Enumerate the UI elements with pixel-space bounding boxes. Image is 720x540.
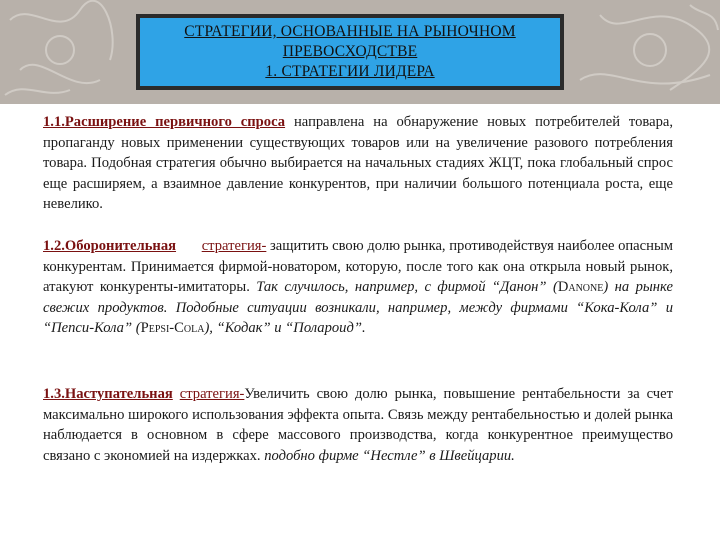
section-defensive (43, 236, 673, 339)
title-line-3: 1. СТРАТЕГИИ ЛИДЕРА (265, 63, 435, 80)
title-panel (140, 18, 560, 86)
header-band (0, 0, 720, 104)
section-primary-demand (43, 112, 673, 215)
section-heading-strategy: стратегия- (201, 238, 267, 254)
section-text: защитить свою долю рынка, противодействуя наиболее опасным конкурентам. Принимается фирмой-новатором, которую, после того как она открыла новый рынок, атакуют конкуренты-имитаторы. (43, 238, 673, 295)
section-offensive (43, 384, 673, 466)
section-text: направлена на обнаружение новых потребителей товара, пропаганду новых применении существующих товаров или на увеличение разового потребления товара. Подобная стратегия обычно выбирается на начальных стадиях ЖЦТ, пока глобальный спрос еще расширяем, а взаимное давление конкурентов, при наличии большого потенциала роста, еще невелико. (43, 114, 673, 212)
section-heading: 1.2.Оборонительная (43, 238, 177, 254)
brand-danone: Danone (557, 279, 604, 295)
title-line-2: ПРЕВОСХОДСТВЕ (282, 43, 418, 60)
section-heading: 1.3.Наступательная (43, 386, 173, 402)
section-text: Увеличить свою долю рынка, повышение рентабельности за счет максимально широкого использования эффекта опыта. Связь между рентабельностью и долей рынка наблюдается в основном в сфере массового производства, когда конкурентное преимущество связано с экономией на издержках. (43, 386, 673, 464)
example-text: ), “Кодак” и “Полароид”. (204, 320, 366, 336)
title-box (136, 14, 564, 90)
example-text: Так случилось, например, с фирмой “Данон” ( (256, 279, 558, 295)
example-text: подобно фирме “Нестле” в Швейцарии. (264, 447, 515, 464)
example-text: ) на рынке свежих продуктов. Подобные ситуации возникали, например, между фирмами “Кока-Кола” и “Пепси-Кола” ( (43, 279, 673, 336)
brand-pepsi: Pepsi-Cola (140, 320, 205, 336)
title-line-1: СТРАТЕГИИ, ОСНОВАННЫЕ НА РЫНОЧНОМ (184, 23, 516, 40)
section-heading: 1.1.Расширение первичного спроса (43, 114, 286, 130)
section-heading-strategy: стратегия- (179, 386, 245, 402)
